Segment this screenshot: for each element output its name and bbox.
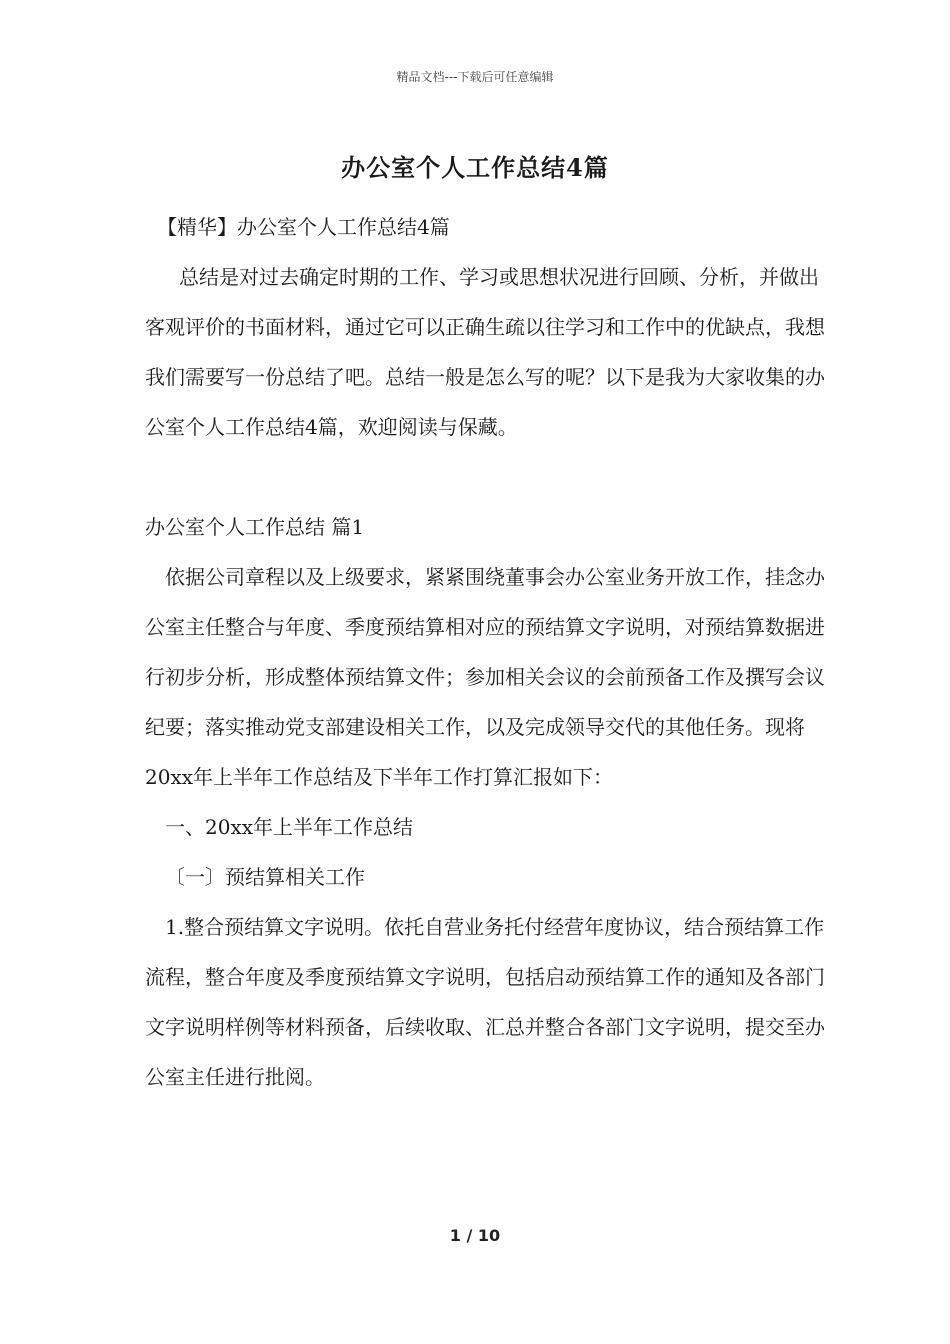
document-title: 办公室个人工作总结4篇 — [341, 153, 609, 182]
section-1-title: 办公室个人工作总结 篇1 — [145, 515, 365, 539]
page-number: 1 / 10 — [449, 1226, 501, 1245]
page-header: 精品文档---下载后可任意编辑 — [396, 70, 554, 84]
heading-level-1: 一、20xx年上半年工作总结 — [165, 815, 414, 839]
heading-level-2: 〔一〕预结算相关工作 — [165, 865, 365, 889]
section-1-paragraph: 依据公司章程以及上级要求，紧紧围绕董事会办公室业务开放工作，挂念办公室主任整合与年度、季度预结算相对应的预结算文字说明，对预结算数据进行初步分析，形成整体预结算文件；参加相关会议的会前预备工作及撰写会议纪要；落实推动党支部建设相关工作，以及完成领导交代的其他任务。现将20xx年上半年工作总结及下半年工作打算汇报如下： — [145, 565, 825, 789]
section-spacer — [145, 452, 825, 502]
document-subtitle: 【精华】办公室个人工作总结4篇 — [157, 215, 450, 239]
list-item: 1.整合预结算文字说明。依托自营业务托付经营年度协议，结合预结算工作流程，整合年度及季度预结算文字说明，包括启动预结算工作的通知及各部门文字说明样例等材料预备，后续收取、汇总并整合各部门文字说明，提交至办公室主任进行批阅。 — [145, 915, 825, 1089]
intro-paragraph: 总结是对过去确定时期的工作、学习或思想状况进行回顾、分析，并做出客观评价的书面材料，通过它可以正确生疏以往学习和工作中的优缺点，我想我们需要写一份总结了吧。总结一般是怎么写的呢？以下是我为大家收集的办公室个人工作总结4篇，欢迎阅读与保藏。 — [145, 265, 825, 439]
document-body — [145, 202, 825, 1102]
